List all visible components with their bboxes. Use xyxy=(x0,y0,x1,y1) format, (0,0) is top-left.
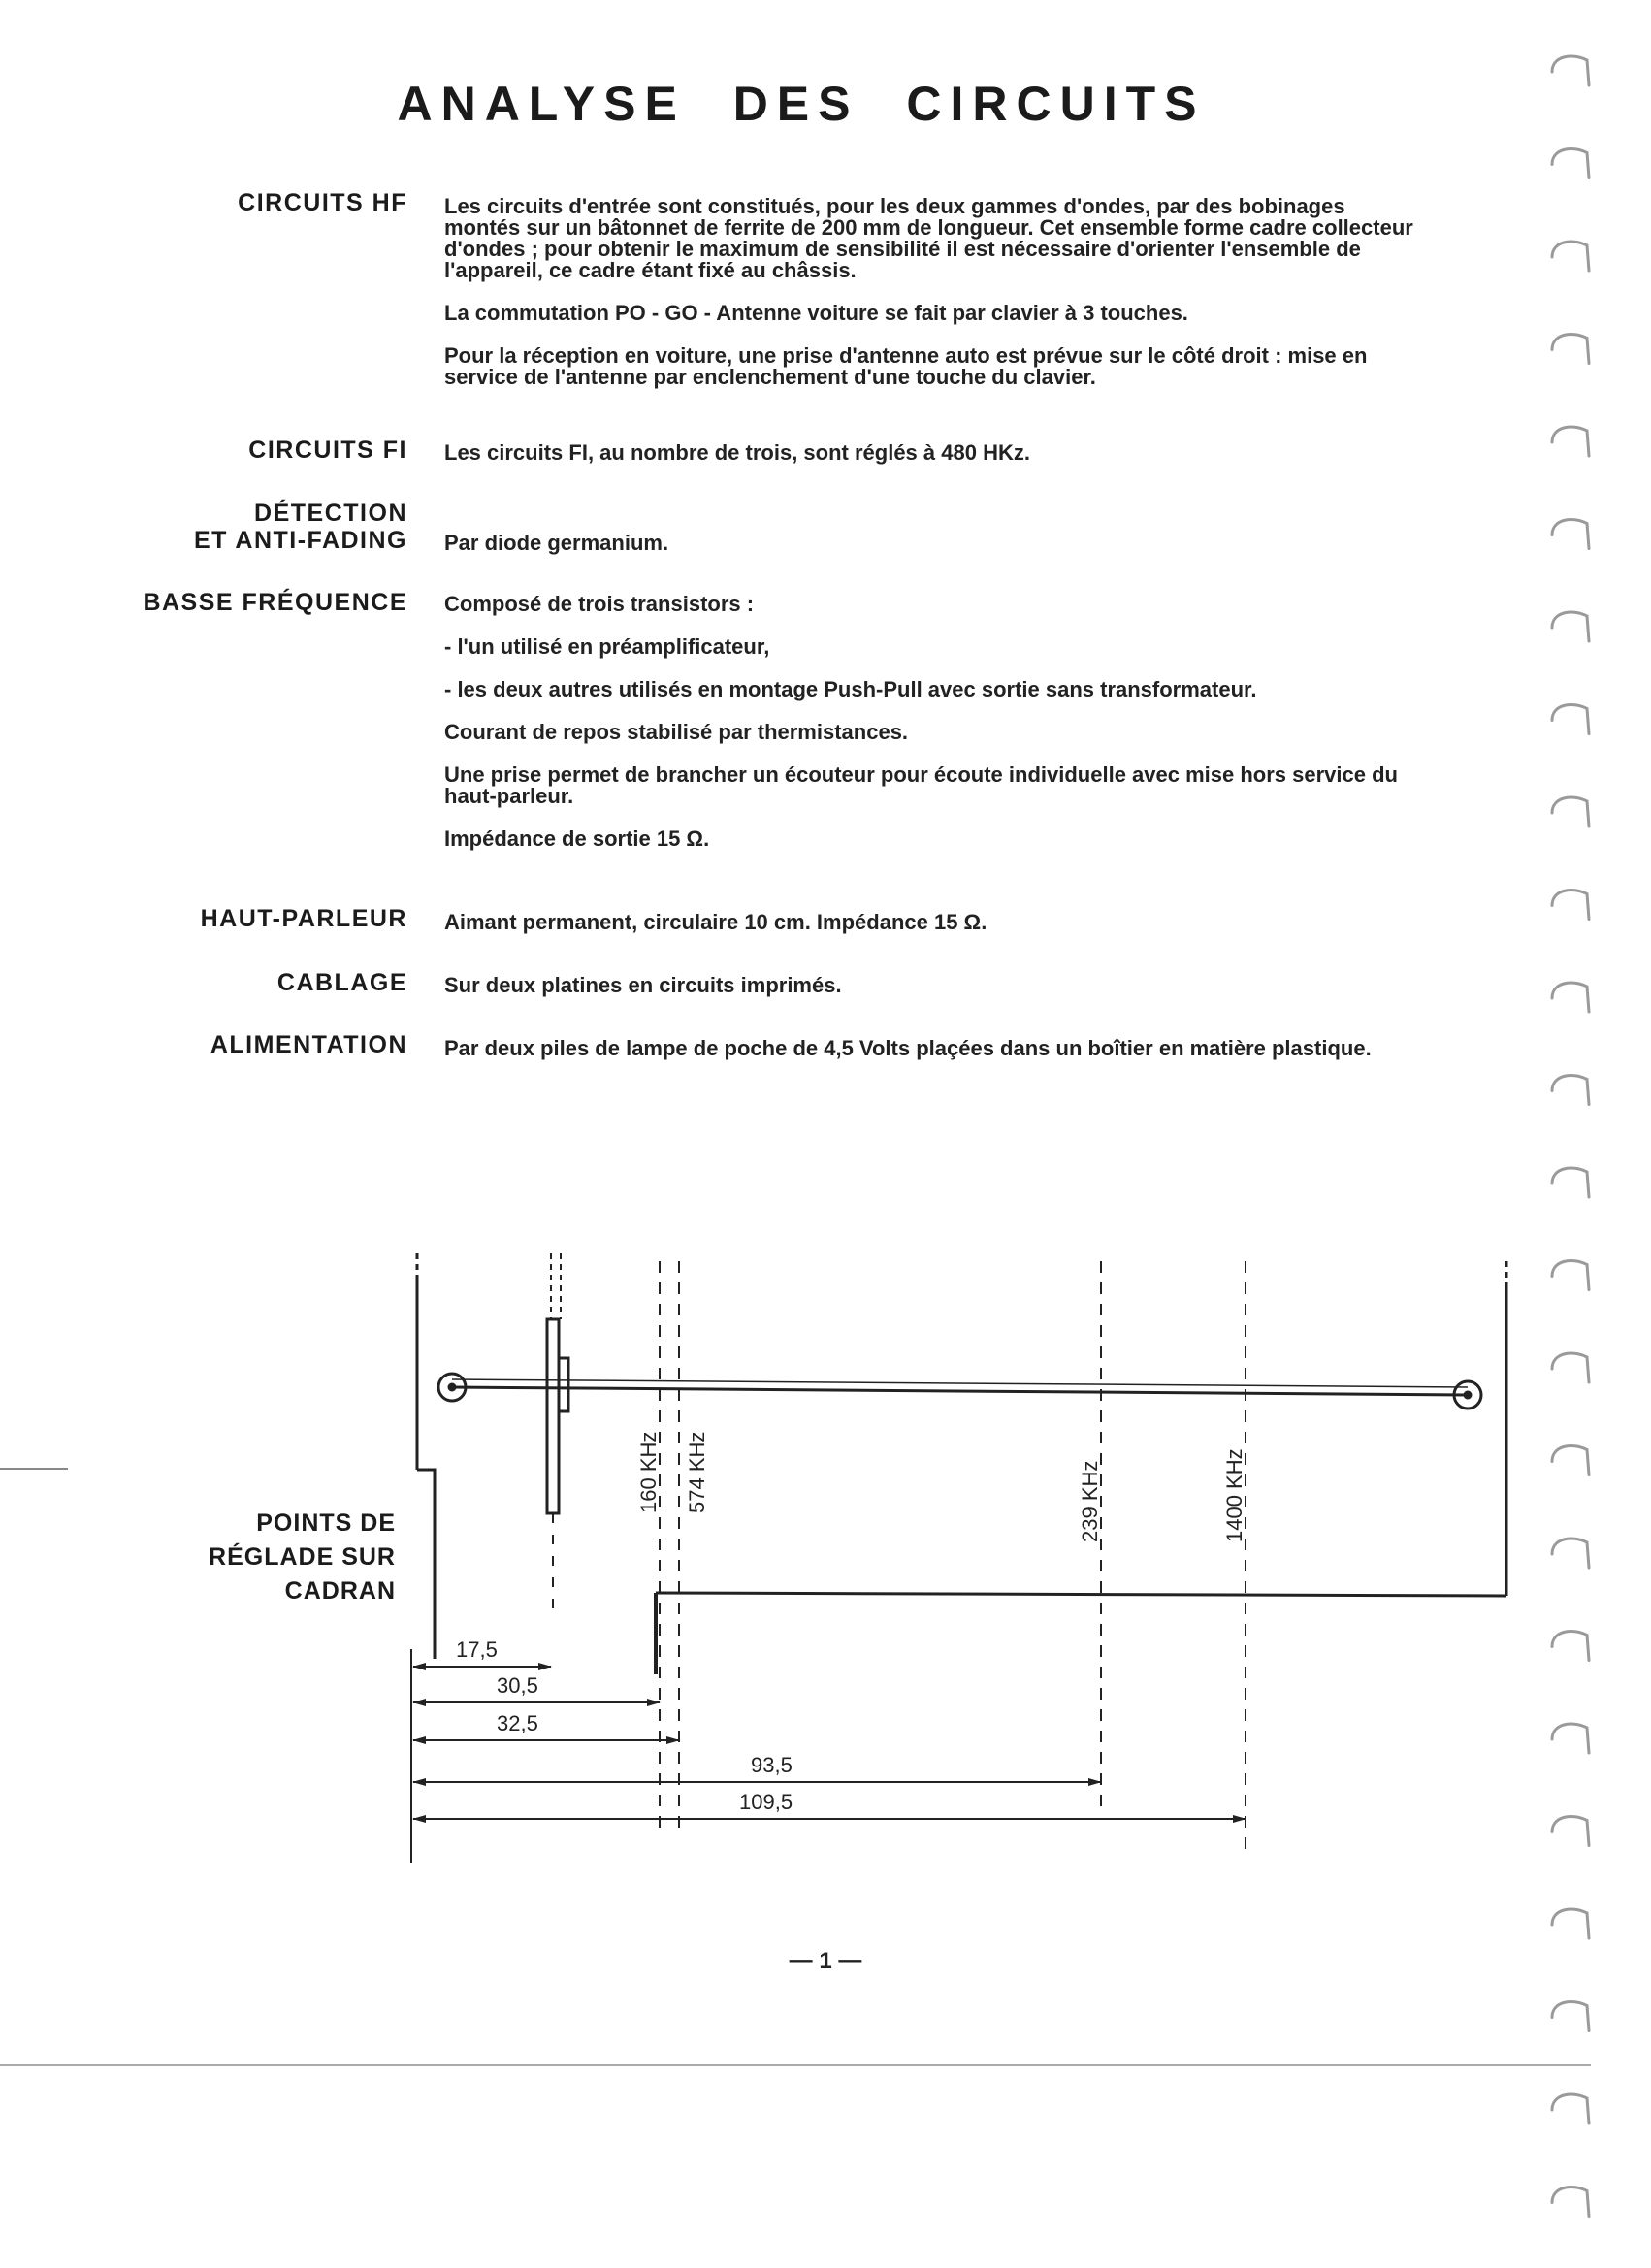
paragraph: Courant de repos stabilisé par thermistances. xyxy=(444,720,909,744)
paragraph: Par diode germanium. xyxy=(444,531,669,555)
paragraph: - l'un utilisé en préamplificateur, xyxy=(444,634,770,659)
dim-label-30-5: 30,5 xyxy=(497,1673,538,1698)
dim-label-17-5: 17,5 xyxy=(456,1637,498,1662)
label-basse-frequence: BASSE FRÉQUENCE xyxy=(143,589,407,616)
label-haut-parleur: HAUT-PARLEUR xyxy=(200,905,407,932)
cord-line-upper xyxy=(452,1379,1468,1387)
freq-label-1400: 1400 KHz xyxy=(1222,1448,1246,1542)
diagram-label-line2: RÉGLADE SUR xyxy=(209,1543,396,1571)
paragraph: Composé de trois transistors : xyxy=(444,592,755,616)
label-detection xyxy=(0,500,407,554)
binder-hole xyxy=(1552,2002,1589,2031)
body-cablage xyxy=(444,975,1426,1018)
binder-hole xyxy=(1552,149,1589,178)
dial-tuning-diagram xyxy=(0,1232,1552,1882)
paragraph: La commutation PO - GO - Antenne voiture se fait par clavier à 3 touches. xyxy=(444,301,1188,325)
binder-hole xyxy=(1552,1446,1589,1475)
body-alimentation xyxy=(444,1038,1426,1081)
freq-label-160: 160 KHz xyxy=(636,1431,661,1513)
binder-hole xyxy=(1552,1261,1589,1290)
label-detection-line2: ET ANTI-FADING xyxy=(193,527,407,554)
paragraph: Pour la réception en voiture, une prise d'antenne auto est prévue sur le côté droit : mise en service de l'antenne par enclenchement d'une touche du clavier. xyxy=(444,343,1368,389)
binder-hole xyxy=(1552,242,1589,271)
binder-holes xyxy=(1542,29,1620,2221)
needle-slider xyxy=(547,1319,559,1513)
paragraph: Par deux piles de lampe de poche de 4,5 Volts plaçées dans un boîtier en matière plastique. xyxy=(444,1036,1372,1060)
dim-label-109-5: 109,5 xyxy=(739,1790,793,1814)
binder-hole xyxy=(1552,1817,1589,1846)
dim-label-93-5: 93,5 xyxy=(751,1753,793,1777)
bottom-edge-line xyxy=(0,2064,1591,2066)
binder-hole xyxy=(1552,1724,1589,1753)
paragraph: Une prise permet de brancher un écouteur pour écoute individuelle avec mise hors service du haut-parleur. xyxy=(444,762,1398,808)
label-alimentation: ALIMENTATION xyxy=(210,1031,407,1058)
body-circuits-hf xyxy=(444,196,1426,409)
binder-hole xyxy=(1552,520,1589,549)
binder-hole xyxy=(1552,1539,1589,1568)
paragraph: Impédance de sortie 15 Ω. xyxy=(444,826,710,851)
diagram-label-line3: CADRAN xyxy=(284,1577,396,1604)
binder-hole xyxy=(1552,1076,1589,1105)
paragraph: Sur deux platines en circuits imprimés. xyxy=(444,973,842,997)
body-basse-frequence xyxy=(444,594,1426,871)
binder-hole xyxy=(1552,797,1589,826)
cord-line xyxy=(452,1387,1468,1395)
dim-label-32-5: 32,5 xyxy=(497,1711,538,1735)
body-detection xyxy=(444,533,1426,575)
freq-label-239: 239 KHz xyxy=(1078,1460,1102,1542)
binder-hole xyxy=(1552,983,1589,1012)
binder-hole xyxy=(1552,56,1589,85)
page-number: — 1 — xyxy=(789,1948,862,1974)
binder-hole xyxy=(1552,705,1589,734)
binder-hole xyxy=(1552,1909,1589,1938)
binder-hole xyxy=(1552,2094,1589,2123)
margin-mark xyxy=(0,1468,68,1470)
freq-label-574: 574 KHz xyxy=(685,1431,709,1513)
body-haut-parleur xyxy=(444,912,1426,955)
left-pointer xyxy=(417,1470,435,1659)
label-circuits-hf: CIRCUITS HF xyxy=(238,189,407,216)
binder-hole xyxy=(1552,1353,1589,1382)
paragraph: Les circuits FI, au nombre de trois, sont réglés à 480 HKz. xyxy=(444,440,1030,465)
binder-hole xyxy=(1552,2187,1589,2217)
body-circuits-fi xyxy=(444,442,1426,485)
binder-hole xyxy=(1552,612,1589,641)
label-cablage: CABLAGE xyxy=(276,969,407,996)
binder-hole xyxy=(1552,1168,1589,1197)
paragraph: Aimant permanent, circulaire 10 cm. Impédance 15 Ω. xyxy=(444,910,987,934)
diagram-label-line1: POINTS DE xyxy=(256,1509,396,1537)
paragraph: Les circuits d'entrée sont constitués, pour les deux gammes d'ondes, par des bobinages montés sur un bâtonnet de ferrite de 200 mm de longueur. Cet ensemble forme cadre collecteur d'ondes ; pour obtenir le maximum de sensibilité il est nécessaire d'orienter l'ensemble de l'appareil, ce cadre étant fixé au châssis. xyxy=(444,194,1413,282)
binder-hole xyxy=(1552,335,1589,364)
binder-hole xyxy=(1552,1632,1589,1661)
binder-hole xyxy=(1552,427,1589,456)
label-circuits-fi: CIRCUITS FI xyxy=(248,437,407,464)
paragraph: - les deux autres utilisés en montage Push-Pull avec sortie sans transformateur. xyxy=(444,677,1257,701)
binder-hole xyxy=(1552,891,1589,920)
bottom-rail xyxy=(656,1593,1506,1596)
page-title: ANALYSE DES CIRCUITS xyxy=(397,77,1206,131)
label-detection-line1: DÉTECTION xyxy=(254,500,407,527)
